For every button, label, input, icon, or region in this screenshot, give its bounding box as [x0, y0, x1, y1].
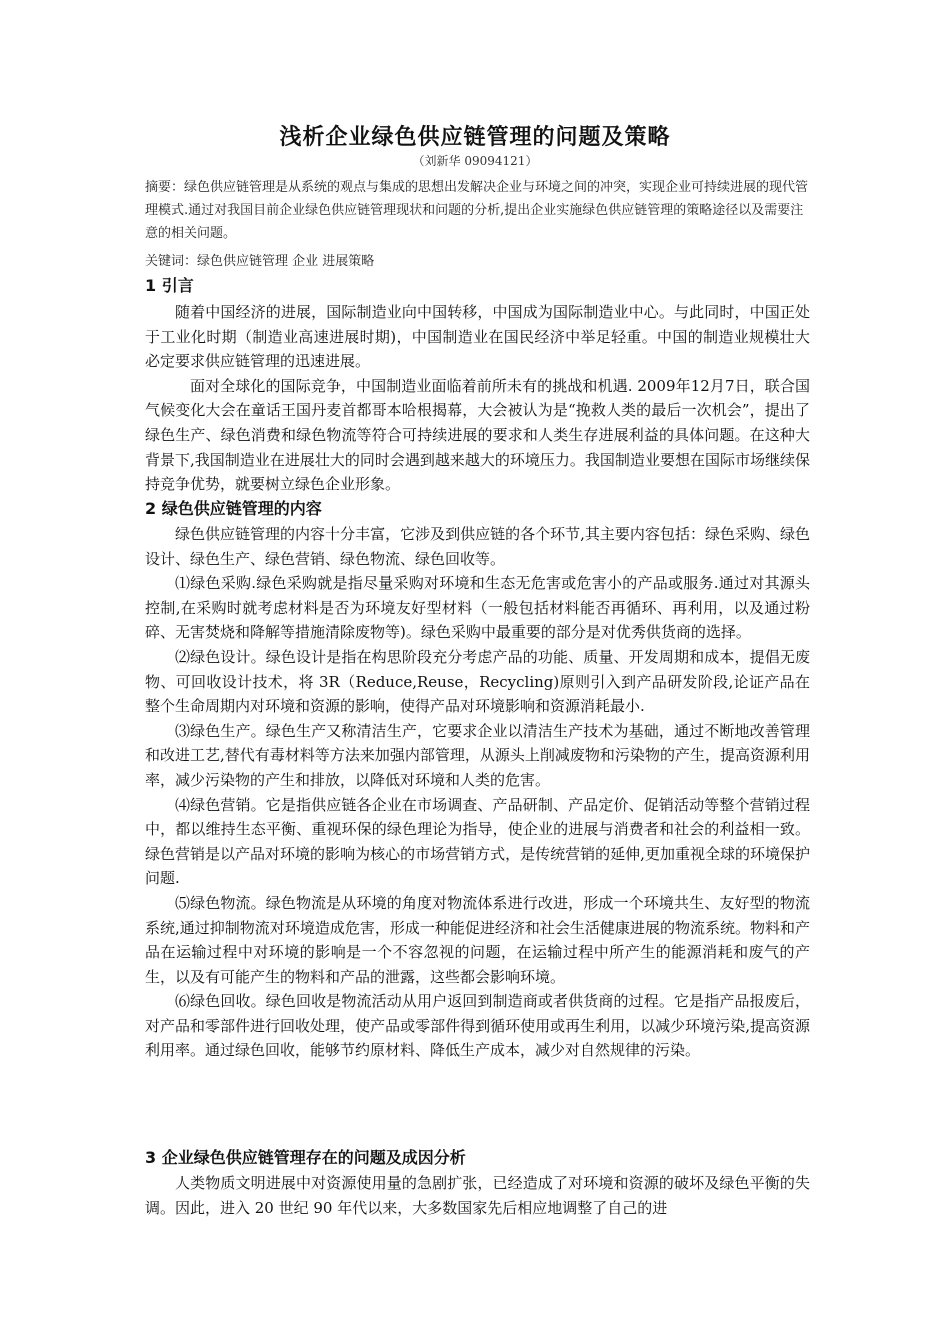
- document-author: （刘新华 09094121）: [412, 154, 538, 168]
- section-heading-intro: 1 引言: [145, 276, 194, 295]
- abstract: 摘要：绿色供应链管理是从系统的观点与集成的思想出发解决企业与环境之间的冲突，实现企业可持续进展的现代管理模式.通过对我国目前企业绿色供应链管理现状和问题的分析,提出企业实施绿色供应链管理的策略途径以及需要注意的相关问题。: [145, 180, 809, 241]
- section-heading-problems: 3 企业绿色供应链管理存在的问题及成因分析: [145, 1148, 466, 1167]
- section-body-problems: [145, 1171, 810, 1220]
- keywords: 关键词：绿色供应链管理 企业 进展策略: [145, 254, 375, 269]
- paragraph: ⑵绿色设计。绿色设计是指在构思阶段充分考虑产品的功能、质量、开发周期和成本，提倡无废物、可回收设计技术，将 3R（Reduce,Reuse，Recycling)原则引入到产品研发阶段,论证产品在整个生命周期内对环境和资源的影响，使得产品对环境影响和资源消耗最小.: [145, 647, 810, 716]
- paragraph: 人类物质文明进展中对资源使用量的急剧扩张，已经造成了对环境和资源的破坏及绿色平衡的失调。因此，进入 20 世纪 90 年代以来，大多数国家先后相应地调整了自己的进: [145, 1174, 810, 1217]
- section-heading-content: 2 绿色供应链管理的内容: [145, 499, 322, 518]
- paragraph: ⑴绿色采购.绿色采购就是指尽量采购对环境和生态无危害或危害小的产品或服务.通过对其源头控制,在采购时就考虑材料是否为环境友好型材料（一般包括材料能否再循环、再利用，以及通过粉碎、无害焚烧和降解等措施清除废物等)。绿色采购中最重要的部分是对优秀供货商的选择。: [145, 574, 810, 642]
- section-body-content: [145, 522, 810, 1063]
- paragraph: 绿色供应链管理的内容十分丰富，它涉及到供应链的各个环节,其主要内容包括：绿色采购、绿色设计、绿色生产、绿色营销、绿色物流、绿色回收等。: [145, 525, 810, 568]
- document-title: 浅析企业绿色供应链管理的问题及策略: [279, 125, 671, 150]
- paragraph: ⑶绿色生产。绿色生产又称清洁生产，它要求企业以清洁生产技术为基础，通过不断地改善管理和改进工艺,替代有毒材料等方法来加强内部管理，从源头上削减废物和污染物的产生，提高资源利用率，减少污染物的产生和排放，以降低对环境和人类的危害。: [145, 721, 810, 789]
- paragraph: 随着中国经济的进展，国际制造业向中国转移，中国成为国际制造业中心。与此同时，中国正处于工业化时期（制造业高速进展时期)，中国制造业在国民经济中举足轻重。中国的制造业规模壮大必定要求供应链管理的迅速进展。: [145, 303, 810, 371]
- paragraph: 面对全球化的国际竞争，中国制造业面临着前所未有的挑战和机遇. 2009年12月7日，联合国气候变化大会在童话王国丹麦首都哥本哈根揭幕，大会被认为是“挽救人类的最后一次机会”，提出了绿色生产、绿色消费和绿色物流等符合可持续进展的要求和人类生存进展利益的具体问题。在这种大背景下,我国制造业在进展壮大的同时会遇到越来越大的环境压力。我国制造业要想在国际市场继续保持竞争优势，就要树立绿色企业形象。: [145, 376, 810, 494]
- paragraph: ⑹绿色回收。绿色回收是物流活动从用户返回到制造商或者供货商的过程。它是指产品报废后，对产品和零部件进行回收处理，使产品或零部件得到循环使用或再生利用，以减少环境污染,提高资源利用率。通过绿色回收，能够节约原材料、降低生产成本，减少对自然规律的污染。: [145, 992, 810, 1060]
- paragraph: ⑷绿色营销。它是指供应链各企业在市场调查、产品研制、产品定价、促销活动等整个营销过程中，都以维持生态平衡、重视环保的绿色理论为指导，使企业的进展与消费者和社会的利益相一致。绿色营销是以产品对环境的影响为核心的市场营销方式，是传统营销的延伸,更加重视全球的环境保护问题.: [145, 795, 810, 888]
- paragraph: ⑸绿色物流。绿色物流是从环境的角度对物流体系进行改进，形成一个环境共生、友好型的物流系统,通过抑制物流对环境造成危害，形成一种能促进经济和社会生活健康进展的物流系统。物料和产品在运输过程中对环境的影响是一个不容忽视的问题，在运输过程中所产生的能源消耗和废气的产生，以及有可能产生的物料和产品的泄露，这些都会影响环境。: [145, 893, 810, 986]
- section-body-intro: [145, 300, 810, 497]
